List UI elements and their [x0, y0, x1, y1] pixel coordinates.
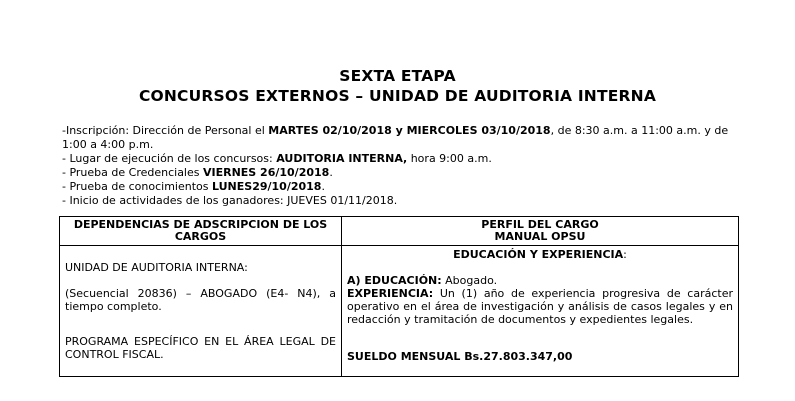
educacion-line — [347, 274, 733, 287]
conocimientos-prefix: - Prueba de conocimientos — [62, 180, 212, 193]
lugar-value: AUDITORIA INTERNA, — [276, 152, 408, 165]
inscripcion-line — [62, 124, 742, 152]
conocimientos-suffix: . — [321, 180, 325, 193]
inscripcion-prefix: -Inscripción: Dirección de Personal el — [62, 124, 269, 137]
inicio-line: - Inicio de actividades de los ganadores: JUEVES 01/11/2018. — [62, 194, 398, 207]
secuencial-text: (Secuencial 20836) – ABOGADO (E4- N4), a tiempo completo. — [65, 287, 336, 313]
stage-title: SEXTA ETAPA — [339, 67, 456, 85]
table-row — [60, 246, 739, 377]
conocimientos-value: LUNES29/10/2018 — [212, 180, 322, 193]
inscripcion-suffix: , de 8:30 a.m. a 11:00 a.m. y de 1:00 a 4:00 p.m. — [62, 124, 729, 151]
lugar-prefix: - Lugar de ejecución de los concursos: — [62, 152, 277, 165]
lugar-suffix: hora 9:00 a.m. — [407, 152, 492, 165]
credenciales-prefix: - Prueba de Credenciales — [62, 166, 203, 179]
credenciales-line — [62, 166, 742, 180]
edu-exp-title-text: EDUCACIÓN Y EXPERIENCIA — [453, 248, 624, 261]
experiencia-line — [347, 287, 733, 326]
dependencias-cell — [60, 246, 342, 377]
educacion-label: A) EDUCACIÓN: — [347, 274, 442, 287]
schedule-info — [62, 124, 742, 208]
programa-text: PROGRAMA ESPECÍFICO EN EL ÁREA LEGAL DE CONTROL FISCAL. — [65, 335, 336, 361]
unidad-text: UNIDAD DE AUDITORIA INTERNA: — [65, 261, 248, 274]
educacion-value: Abogado. — [441, 274, 498, 287]
credenciales-suffix: . — [329, 166, 333, 179]
experiencia-value: Un (1) año de experiencia progresiva de carácter operativo en el área de investigación y análisis de casos legales y en redacción y tramitación de documentos y expedientes legales. — [347, 287, 733, 326]
dependencias-header: DEPENDENCIAS DE ADSCRIPCION DE LOS CARGOS — [60, 217, 342, 246]
experiencia-label: EXPERIENCIA: — [347, 287, 434, 300]
inscripcion-dates: MARTES 02/10/2018 y MIERCOLES 03/10/2018 — [268, 124, 551, 137]
credenciales-value: VIERNES 26/10/2018 — [202, 166, 330, 179]
contest-title: CONCURSOS EXTERNOS – UNIDAD DE AUDITORIA INTERNA — [138, 87, 657, 105]
edu-exp-title — [347, 248, 733, 261]
perfil-header — [342, 217, 739, 246]
lugar-line — [62, 152, 742, 166]
conocimientos-line — [62, 180, 742, 194]
table-header-row — [60, 217, 739, 246]
edu-exp-colon: : — [623, 248, 627, 261]
sueldo-text: SUELDO MENSUAL Bs.27.803.347,00 — [347, 350, 573, 363]
perfil-header-line2: MANUAL OPSU — [494, 230, 586, 243]
sueldo-line — [347, 350, 733, 363]
perfil-cell — [342, 246, 739, 377]
perfil-header-line1: PERFIL DEL CARGO — [481, 218, 599, 231]
positions-table — [59, 216, 739, 377]
